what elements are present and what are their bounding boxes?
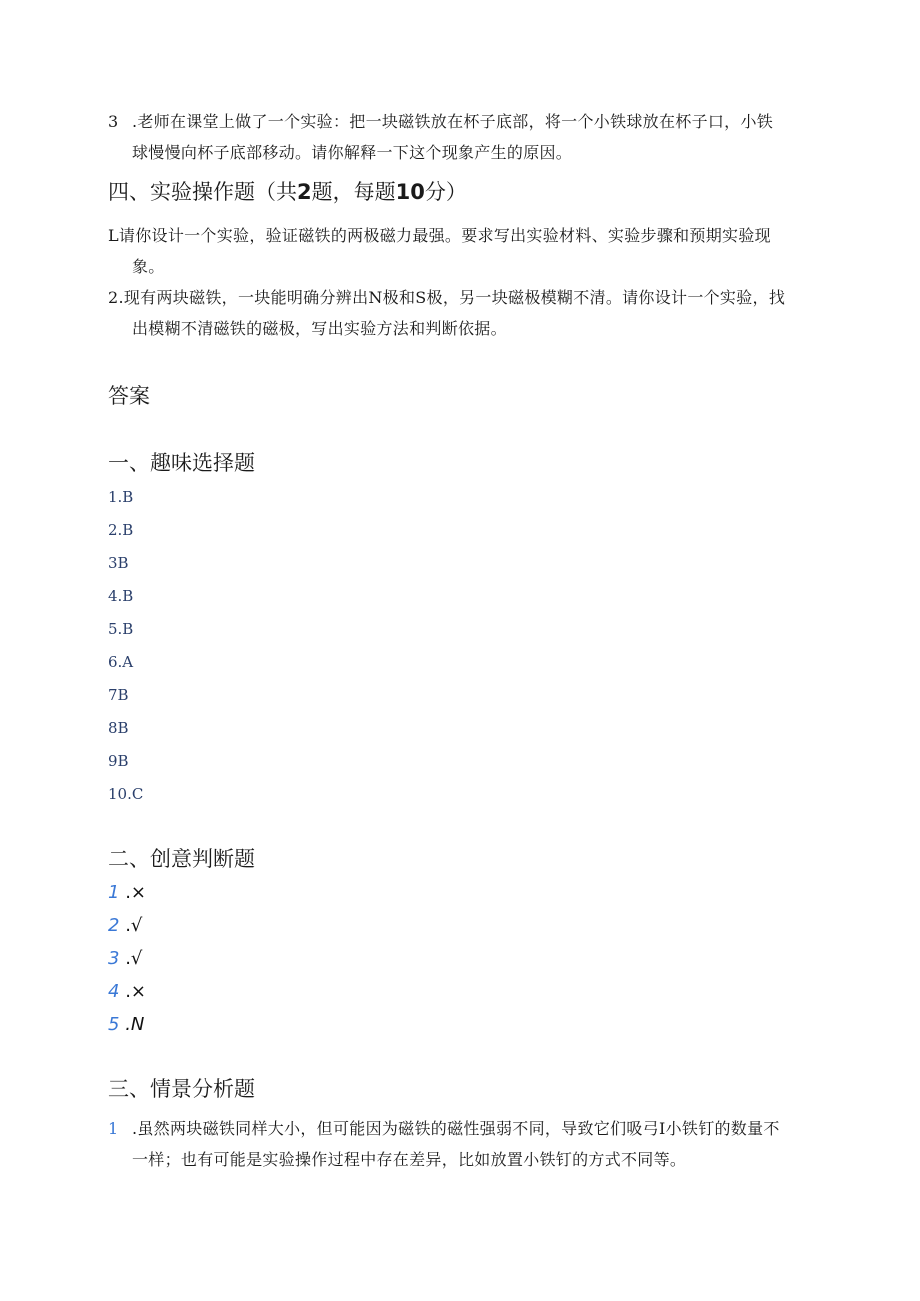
section-3-heading: 三、情景分析题 [108,1077,255,1101]
question-text-line1: .老师在课堂上做了一个实验：把一块磁铁放在杯子底部，将一个小铁球放在杯子口，小铁 [132,112,774,131]
answer-text-line1: .虽然两块磁铁同样大小，但可能因为磁铁的磁性强弱不同，导致它们吸弓I小铁钉的数量不 [132,1119,780,1138]
judge-answer: 4 .× [108,981,146,1002]
section-4-heading: 四、实验操作题（共2题，每题10分） [108,180,467,204]
choice-answer: 6.A [108,653,134,671]
question-number: 3 [108,112,119,131]
choice-answer: 1.B [108,488,134,506]
answer-text-line2: 一样；也有可能是实验操作过程中存在差异，比如放置小铁钉的方式不同等。 [132,1150,687,1169]
choice-answer: 3B [108,554,129,572]
section-2-heading: 二、创意判断题 [108,847,255,871]
answer-number: 1 [108,1119,119,1138]
question-3 [108,106,773,168]
question-text-line2: 球慢慢向杯子底部移动。请你解释一下这个现象产生的原因。 [132,143,573,162]
question-text-line1: 2.现有两块磁铁，一块能明确分辨出N极和S极，另一块磁极模糊不清。请你设计一个实验，找 [108,288,786,307]
judge-answer: 5 .N [108,1014,145,1035]
choice-answer: 10.C [108,785,144,803]
question-text-line2: 出模糊不清磁铁的磁极，写出实验方法和判断依据。 [132,319,507,338]
question-text-line2: 象。 [132,257,165,276]
choice-answer: 8B [108,719,129,737]
judge-answer: 1 .× [108,882,146,903]
question-count: 2 [297,180,312,204]
answer-title: 答案 [108,384,150,408]
choice-answer: 7B [108,686,129,704]
choice-answer-list [108,488,143,818]
scenario-answer-1 [108,1113,780,1175]
question-text-line1: L请你设计一个实验，验证磁铁的两极磁力最强。要求写出实验材料、实验步骤和预期实验现 [108,226,771,245]
judge-answer: 2 .√ [108,915,143,936]
experiment-question-1 [108,220,771,282]
judge-answer-list [108,882,146,1047]
choice-answer: 2.B [108,521,134,539]
section-1-heading: 一、趣味选择题 [108,451,255,475]
experiment-question-2 [108,282,785,344]
question-score: 10 [395,180,425,204]
judge-answer: 3 .√ [108,948,143,969]
choice-answer: 5.B [108,620,134,638]
choice-answer: 9B [108,752,129,770]
choice-answer: 4.B [108,587,134,605]
